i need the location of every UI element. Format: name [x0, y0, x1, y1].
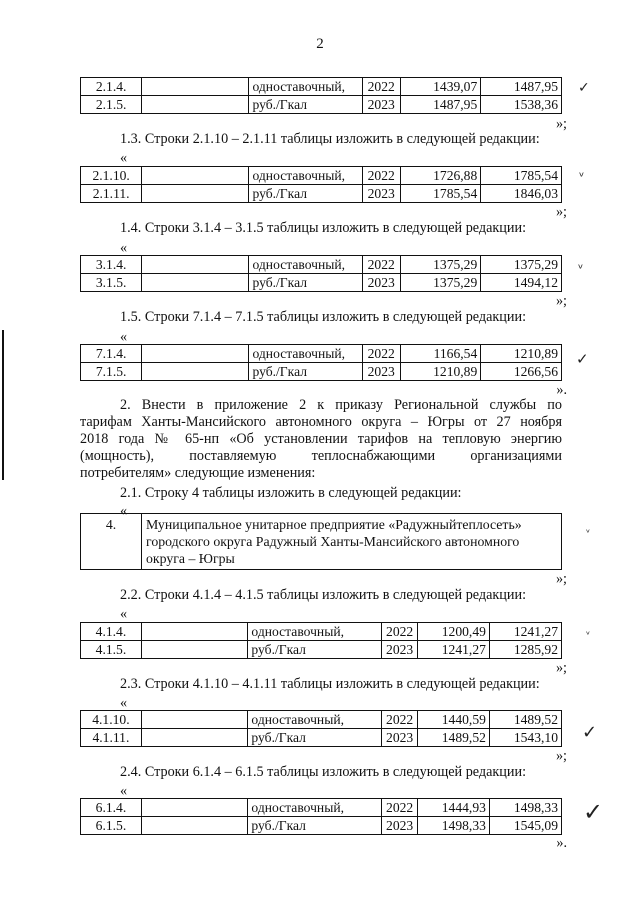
- row-number: 4.1.4.: [81, 623, 142, 641]
- table-row: [81, 345, 562, 363]
- check-mark-icon: ᵛ: [579, 170, 585, 185]
- year-cell: 2023: [362, 185, 400, 203]
- tariff-unit-cell: руб./Гкал: [249, 363, 362, 381]
- tariff-unit-cell: руб./Гкал: [248, 641, 382, 659]
- row-name-cell: [141, 641, 248, 659]
- table-row: [81, 363, 562, 381]
- opening-quote: «: [120, 240, 128, 256]
- table-row: [81, 96, 562, 114]
- closing-quote: »;: [555, 748, 567, 764]
- closing-quote: ».: [556, 382, 567, 398]
- closing-quote: »;: [555, 660, 567, 676]
- row-number: 6.1.5.: [81, 817, 142, 835]
- row-number: 2.1.11.: [81, 185, 142, 203]
- row-number: 7.1.4.: [81, 345, 142, 363]
- scan-edge-line: [2, 330, 4, 480]
- value-h1-cell: 1200,49: [417, 623, 489, 641]
- paragraph-1-3: 1.3. Строки 2.1.10 – 2.1.11 таблицы изложить в следующей редакции:: [120, 131, 540, 147]
- check-mark-icon: ✓: [576, 350, 589, 368]
- opening-quote: «: [120, 695, 128, 711]
- year-cell: 2022: [382, 623, 418, 641]
- tariff-type-cell: одноставочный,: [249, 167, 362, 185]
- table-row: [81, 641, 562, 659]
- row-number: 4.1.10.: [81, 711, 142, 729]
- row-name-cell: [142, 345, 249, 363]
- tariff-unit-cell: руб./Гкал: [249, 274, 362, 292]
- row-number: 4.1.11.: [81, 729, 142, 747]
- paragraph-line: тарифам Ханты-Мансийского автономного округа – Югры от 27 ноября: [80, 414, 562, 430]
- tariff-table-4-1-4: [80, 622, 562, 659]
- row-number: 2.1.4.: [81, 78, 142, 96]
- tariff-unit-cell: руб./Гкал: [248, 729, 382, 747]
- paragraph-1-5: 1.5. Строки 7.1.4 – 7.1.5 таблицы изложить в следующей редакции:: [120, 309, 527, 325]
- value-h2-cell: 1494,12: [481, 274, 562, 292]
- value-h2-cell: 1543,10: [489, 729, 561, 747]
- table-row: [81, 817, 562, 835]
- value-h1-cell: 1375,29: [400, 274, 481, 292]
- row-name-cell: [142, 78, 249, 96]
- check-mark-icon: ✓: [583, 798, 604, 826]
- paragraph-line: (мощность), поставляемую теплоснабжающими организациями: [80, 448, 562, 464]
- value-h1-cell: 1439,07: [400, 78, 481, 96]
- table-row: [81, 274, 562, 292]
- paragraph-2-4: 2.4. Строки 6.1.4 – 6.1.5 таблицы изложить в следующей редакции:: [120, 764, 527, 780]
- year-cell: 2023: [382, 729, 418, 747]
- tariff-type-cell: одноставочный,: [248, 799, 382, 817]
- year-cell: 2022: [362, 167, 400, 185]
- value-h2-cell: 1538,36: [481, 96, 562, 114]
- tariff-type-cell: одноставочный,: [248, 711, 382, 729]
- year-cell: 2022: [382, 711, 418, 729]
- paragraph-2-3: 2.3. Строки 4.1.10 – 4.1.11 таблицы изложить в следующей редакции:: [120, 676, 540, 692]
- page-number: 2: [316, 36, 324, 52]
- tariff-unit-cell: руб./Гкал: [249, 96, 362, 114]
- value-h2-cell: 1285,92: [489, 641, 561, 659]
- row-name-cell: [142, 363, 249, 381]
- tariff-table-2-1-10: [80, 166, 562, 203]
- paragraph-1-4: 1.4. Строки 3.1.4 – 3.1.5 таблицы изложить в следующей редакции:: [120, 220, 527, 236]
- paragraph-2-1: 2.1. Строку 4 таблицы изложить в следующей редакции:: [120, 485, 462, 501]
- tariff-table-6-1-4: [80, 798, 562, 835]
- year-cell: 2022: [362, 256, 400, 274]
- value-h2-cell: 1846,03: [481, 185, 562, 203]
- organization-name-line: округа – Югры: [146, 551, 235, 566]
- value-h2-cell: 1375,29: [481, 256, 562, 274]
- value-h2-cell: 1785,54: [481, 167, 562, 185]
- value-h1-cell: 1785,54: [400, 185, 481, 203]
- closing-quote: »;: [555, 293, 567, 309]
- value-h2-cell: 1489,52: [489, 711, 561, 729]
- row-number: 2.1.5.: [81, 96, 142, 114]
- table-row: [81, 711, 562, 729]
- tariff-table-2-1-4: [80, 77, 562, 114]
- tariff-unit-cell: руб./Гкал: [249, 185, 362, 203]
- paragraph-line: 2. Внести в приложение 2 к приказу Региональной службы по: [120, 397, 562, 413]
- opening-quote: «: [120, 606, 128, 622]
- row-number: 4.1.5.: [81, 641, 142, 659]
- row-number: 6.1.4.: [81, 799, 142, 817]
- value-h1-cell: 1726,88: [400, 167, 481, 185]
- row-name-cell: [141, 817, 248, 835]
- closing-quote: »;: [555, 571, 567, 587]
- check-mark-icon: ᵛ: [578, 262, 584, 277]
- organization-table: [80, 513, 562, 570]
- row-number: 7.1.5.: [81, 363, 142, 381]
- value-h1-cell: 1489,52: [417, 729, 489, 747]
- value-h2-cell: 1241,27: [489, 623, 561, 641]
- organization-name-cell: [142, 514, 562, 570]
- closing-quote: »;: [555, 204, 567, 220]
- table-row: [81, 729, 562, 747]
- row-name-cell: [141, 623, 248, 641]
- value-h1-cell: 1444,93: [417, 799, 489, 817]
- year-cell: 2023: [362, 96, 400, 114]
- table-row: [81, 799, 562, 817]
- paragraph-line: 2018 года № 65-нп «Об установлении тарифов на тепловую энергию: [80, 431, 562, 447]
- value-h1-cell: 1498,33: [417, 817, 489, 835]
- row-name-cell: [141, 799, 248, 817]
- paragraph-2: [80, 397, 562, 414]
- row-name-cell: [141, 729, 248, 747]
- tariff-type-cell: одноставочный,: [248, 623, 382, 641]
- tariff-table-7-1-4: [80, 344, 562, 381]
- row-number: 3.1.5.: [81, 274, 142, 292]
- table-row: [81, 623, 562, 641]
- opening-quote: «: [120, 329, 128, 345]
- year-cell: 2023: [382, 641, 418, 659]
- tariff-unit-cell: руб./Гкал: [248, 817, 382, 835]
- row-name-cell: [142, 274, 249, 292]
- tariff-type-cell: одноставочный,: [249, 256, 362, 274]
- check-mark-icon: ✓: [582, 722, 598, 743]
- table-row: [81, 256, 562, 274]
- table-row: [81, 185, 562, 203]
- row-name-cell: [142, 256, 249, 274]
- year-cell: 2022: [382, 799, 418, 817]
- tariff-table-4-1-10: [80, 710, 562, 747]
- value-h1-cell: 1487,95: [400, 96, 481, 114]
- row-name-cell: [142, 167, 249, 185]
- value-h2-cell: 1487,95: [481, 78, 562, 96]
- opening-quote: «: [120, 503, 128, 519]
- tariff-type-cell: одноставочный,: [249, 78, 362, 96]
- row-number: 4.: [81, 514, 142, 570]
- paragraph-line: потребителям» следующие изменения:: [80, 465, 316, 481]
- paragraph-2-2: 2.2. Строки 4.1.4 – 4.1.5 таблицы изложить в следующей редакции:: [120, 587, 527, 603]
- organization-name-line: городского округа Радужный Ханты-Мансийского автономного: [146, 534, 520, 549]
- value-h1-cell: 1210,89: [400, 363, 481, 381]
- row-name-cell: [142, 96, 249, 114]
- check-mark-icon: ᵛ: [586, 630, 591, 641]
- row-number: 2.1.10.: [81, 167, 142, 185]
- organization-name-line: Муниципальное унитарное предприятие «Радужныйтеплосеть»: [146, 517, 522, 532]
- year-cell: 2023: [362, 274, 400, 292]
- value-h2-cell: 1266,56: [481, 363, 562, 381]
- row-name-cell: [141, 711, 248, 729]
- table-row: [81, 78, 562, 96]
- check-mark-icon: ᵛ: [586, 528, 591, 539]
- tariff-type-cell: одноставочный,: [249, 345, 362, 363]
- year-cell: 2023: [362, 363, 400, 381]
- opening-quote: «: [120, 150, 128, 166]
- opening-quote: «: [120, 783, 128, 799]
- value-h1-cell: 1375,29: [400, 256, 481, 274]
- value-h2-cell: 1210,89: [481, 345, 562, 363]
- value-h1-cell: 1241,27: [417, 641, 489, 659]
- value-h2-cell: 1545,09: [489, 817, 561, 835]
- year-cell: 2022: [362, 78, 400, 96]
- value-h2-cell: 1498,33: [489, 799, 561, 817]
- table-row: [81, 167, 562, 185]
- check-mark-icon: ✓: [578, 80, 590, 96]
- value-h1-cell: 1166,54: [400, 345, 481, 363]
- row-name-cell: [142, 185, 249, 203]
- closing-quote: ».: [556, 835, 567, 851]
- row-number: 3.1.4.: [81, 256, 142, 274]
- paragraph-2-cont: [80, 414, 562, 482]
- table-row: [81, 514, 562, 570]
- year-cell: 2022: [362, 345, 400, 363]
- year-cell: 2023: [382, 817, 418, 835]
- closing-quote: »;: [555, 116, 567, 132]
- value-h1-cell: 1440,59: [417, 711, 489, 729]
- tariff-table-3-1-4: [80, 255, 562, 292]
